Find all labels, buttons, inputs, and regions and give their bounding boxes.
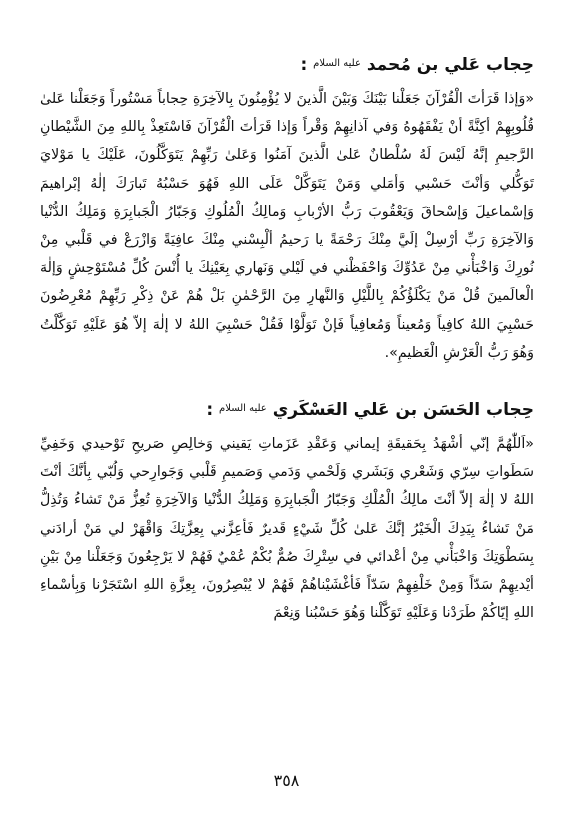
heading-blessing: عليه السلام	[313, 58, 361, 69]
section-heading	[40, 52, 534, 77]
document-page	[40, 52, 534, 627]
heading-suffix: :	[206, 400, 220, 421]
section-ali-bin-muhammad	[40, 52, 534, 367]
page-number: ٣٥٨	[273, 771, 300, 790]
heading-blessing: عليه السلام	[219, 403, 267, 415]
prayer-text: «اَللّٰهُمَّ إنّي أشْهَدُ بِحَقيقَةِ إيماني وَعَقْدِ عَزَماتِ يَقيني وَخالِصِ صَريحِ تَوْحيدي وَخَفِيِّ سَطَواتِ سِرّي وَشَعْري وَبَشَري وَلَحْمي وَدَمي وَصَميمِ قَلْبي وَجَوارِحي وَلُبّي بِأنَّكَ أنْتَ اللهُ لا إلٰهَ إلاّ أنْتَ مالِكُ الْمُلْكِ وَجَبّارُ الْجَبابِرَةِ وَمَلِكُ الدُّنْيا وَالآخِرَةِ تُعِزُّ مَنْ تَشاءُ وَتُذِلُّ مَنْ تَشاءُ بِيَدِكَ الْخَيْرُ إنَّكَ عَلىٰ كُلِّ شَيْءٍ قَديرٌ فَأعِزَّني بِعِزَّتِكَ وَاقْهَرْ لي مَنْ أرادَني بِسَطْوَتِكَ وَاخْبَأْني مِنْ أعْدائي في سِتْرِكَ صُمٌّ بُكْمٌ عُمْيٌ فَهُمْ لا يَرْجِعُونَ وَجَعَلْنا مِنْ بَيْنِ أيْديهِمْ سَدّاً وَمِنْ خَلْفِهِمْ سَدّاً فَأغْشَيْناهُمْ فَهُمْ لا يُبْصِرُونَ، بِعِزَّةِ اللهِ اسْتَجَرْنا وَبِأسْماءِ اللهِ إيّاكُمْ طَرَدْنا وَعَلَيْهِ تَوَكَّلْنا وَهُوَ حَسْبُنا وَنِعْمَ	[40, 436, 534, 622]
section-heading	[40, 397, 534, 422]
heading-title: حِجاب الحَسَن بن عَلي العَسْكَري	[272, 400, 534, 421]
section-hasan-askari	[40, 397, 534, 627]
prayer-text: «وَإذا قَرَأتَ الْقُرْآنَ جَعَلْنا بَيْنَكَ وَبَيْنَ الَّذينَ لا يُؤْمِنُونَ بِالآخِرَةِ حِجاباً مَسْتُوراً وَجَعَلْنا عَلىٰ قُلُوبِهِمْ أكِنَّةً أنْ يَفْقَهُوهُ وَفي آذانِهِمْ وَقْراً وَإذا قَرَأتَ الْقُرْآنَ فَاسْتَعِذْ بِاللهِ مِنَ الشَّيْطانِ الرَّجيمِ إنَّهُ لَيْسَ لَهُ سُلْطانٌ عَلىٰ الَّذينَ آمَنُوا وَعَلىٰ رَبِّهِمْ يَتَوَكَّلُونَ، عَلَيْكَ يا مَوْلايَ تَوَكُّلي وَأنْتَ حَسْبي وَأمَلي وَمَنْ يَتَوَكَّلْ عَلَى اللهِ فَهُوَ حَسْبُهُ تَبارَكَ إلٰهُ إبْراهيمَ وَإسْماعيلَ وَإسْحاقَ وَيَعْقُوبَ رَبُّ الأرْبابِ وَمالِكُ الْمُلُوكِ وَجَبّارُ الْجَبابِرَةِ وَمَلِكُ الدُّنْيا وَالآخِرَةِ رَبِّ أرْسِلْ إلَيَّ مِنْكَ رَحْمَةً يا رَحيمُ ألْبِسْني مِنْكَ عافِيَةً وَازْرَعْ في قَلْبي مِنْ نُورِكَ وَاخْبَأْني مِنْ عَدُوِّكَ وَاحْفَظْني في لَيْلي وَنَهاري بِعَيْنِكَ يا أُنْسَ كُلِّ مُسْتَوْحِشٍ وَإلٰهَ الْعالَمينَ قُلْ مَنْ يَكْلَؤُكُمْ بِاللَّيْلِ وَالنَّهارِ مِنَ الرَّحْمٰنِ بَلْ هُمْ عَنْ ذِكْرِ رَبِّهِمْ مُعْرِضُونَ حَسْبِيَ اللهُ كافِياً وَمُعيناً وَمُعافِياً فَإنْ تَوَلَّوْا فَقُلْ حَسْبِيَ اللهُ لا إلٰهَ إلاّ هُوَ عَلَيْهِ تَوَكَّلْتُ وَهُوَ رَبُّ الْعَرْشِ الْعَظيمِ».	[40, 91, 534, 361]
heading-title: حِجاب عَلي بن مُحمد	[366, 55, 534, 75]
heading-suffix: :	[300, 55, 314, 75]
